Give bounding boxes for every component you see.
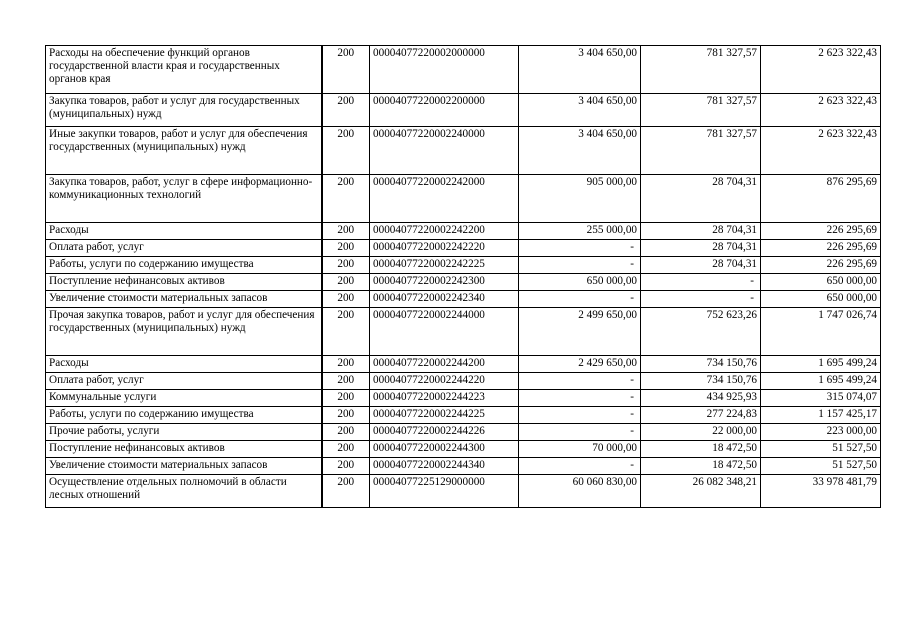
table-row bbox=[46, 441, 881, 458]
row-remaining: 1 695 499,24 bbox=[761, 373, 881, 390]
row-kbk: 00004077220002244200 bbox=[370, 356, 519, 373]
row-code: 200 bbox=[322, 257, 370, 274]
row-remaining: 226 295,69 bbox=[761, 240, 881, 257]
row-approved: 60 060 830,00 bbox=[519, 475, 641, 508]
table-row bbox=[46, 223, 881, 240]
row-approved: 2 499 650,00 bbox=[519, 308, 641, 356]
table-row bbox=[46, 424, 881, 441]
row-approved: - bbox=[519, 373, 641, 390]
table-row bbox=[46, 94, 881, 127]
row-remaining: 650 000,00 bbox=[761, 291, 881, 308]
row-executed: 22 000,00 bbox=[641, 424, 761, 441]
row-code: 200 bbox=[322, 475, 370, 508]
row-remaining: 1 157 425,17 bbox=[761, 407, 881, 424]
row-remaining: 315 074,07 bbox=[761, 390, 881, 407]
row-name: Увеличение стоимости материальных запасов bbox=[46, 291, 322, 308]
table-row bbox=[46, 240, 881, 257]
row-approved: 2 429 650,00 bbox=[519, 356, 641, 373]
row-name: Прочие работы, услуги bbox=[46, 424, 322, 441]
row-kbk: 00004077220002240000 bbox=[370, 127, 519, 175]
row-executed: 26 082 348,21 bbox=[641, 475, 761, 508]
row-code: 200 bbox=[322, 441, 370, 458]
row-executed: 781 327,57 bbox=[641, 46, 761, 94]
row-executed: 781 327,57 bbox=[641, 94, 761, 127]
row-code: 200 bbox=[322, 223, 370, 240]
row-executed: - bbox=[641, 274, 761, 291]
row-kbk: 00004077220002242000 bbox=[370, 175, 519, 223]
row-kbk: 00004077220002242225 bbox=[370, 257, 519, 274]
row-code: 200 bbox=[322, 373, 370, 390]
row-kbk: 00004077220002244000 bbox=[370, 308, 519, 356]
row-code: 200 bbox=[322, 424, 370, 441]
row-name: Иные закупки товаров, работ и услуг для обеспечения государственных (муниципальных) нужд bbox=[46, 127, 322, 175]
row-remaining: 876 295,69 bbox=[761, 175, 881, 223]
row-kbk: 00004077220002000000 bbox=[370, 46, 519, 94]
row-approved: 3 404 650,00 bbox=[519, 127, 641, 175]
row-kbk: 00004077220002244226 bbox=[370, 424, 519, 441]
row-approved: 650 000,00 bbox=[519, 274, 641, 291]
row-remaining: 226 295,69 bbox=[761, 223, 881, 240]
row-approved: - bbox=[519, 458, 641, 475]
row-remaining: 33 978 481,79 bbox=[761, 475, 881, 508]
row-name: Увеличение стоимости материальных запасов bbox=[46, 458, 322, 475]
row-executed: 781 327,57 bbox=[641, 127, 761, 175]
table-row bbox=[46, 458, 881, 475]
row-remaining: 223 000,00 bbox=[761, 424, 881, 441]
row-remaining: 2 623 322,43 bbox=[761, 127, 881, 175]
row-kbk: 00004077220002242200 bbox=[370, 223, 519, 240]
row-name: Расходы bbox=[46, 223, 322, 240]
row-code: 200 bbox=[322, 94, 370, 127]
row-name: Оплата работ, услуг bbox=[46, 373, 322, 390]
row-code: 200 bbox=[322, 308, 370, 356]
row-code: 200 bbox=[322, 291, 370, 308]
row-kbk: 00004077220002244223 bbox=[370, 390, 519, 407]
row-approved: - bbox=[519, 407, 641, 424]
row-approved: - bbox=[519, 424, 641, 441]
row-remaining: 2 623 322,43 bbox=[761, 94, 881, 127]
row-kbk: 00004077220002242220 bbox=[370, 240, 519, 257]
row-code: 200 bbox=[322, 458, 370, 475]
row-code: 200 bbox=[322, 390, 370, 407]
row-executed: 28 704,31 bbox=[641, 257, 761, 274]
row-approved: 255 000,00 bbox=[519, 223, 641, 240]
row-code: 200 bbox=[322, 127, 370, 175]
row-kbk: 00004077225129000000 bbox=[370, 475, 519, 508]
row-executed: 734 150,76 bbox=[641, 373, 761, 390]
row-approved: - bbox=[519, 291, 641, 308]
row-remaining: 226 295,69 bbox=[761, 257, 881, 274]
row-code: 200 bbox=[322, 175, 370, 223]
row-remaining: 51 527,50 bbox=[761, 458, 881, 475]
row-name: Работы, услуги по содержанию имущества bbox=[46, 407, 322, 424]
row-approved: - bbox=[519, 257, 641, 274]
table-row bbox=[46, 308, 881, 356]
table-row bbox=[46, 274, 881, 291]
row-kbk: 00004077220002244340 bbox=[370, 458, 519, 475]
row-approved: 905 000,00 bbox=[519, 175, 641, 223]
row-approved: 3 404 650,00 bbox=[519, 46, 641, 94]
table-row bbox=[46, 390, 881, 407]
row-code: 200 bbox=[322, 407, 370, 424]
row-name: Поступление нефинансовых активов bbox=[46, 274, 322, 291]
row-executed: 28 704,31 bbox=[641, 175, 761, 223]
row-kbk: 00004077220002200000 bbox=[370, 94, 519, 127]
row-kbk: 00004077220002244225 bbox=[370, 407, 519, 424]
row-remaining: 1 695 499,24 bbox=[761, 356, 881, 373]
row-executed: 18 472,50 bbox=[641, 441, 761, 458]
table-row bbox=[46, 257, 881, 274]
row-approved: 3 404 650,00 bbox=[519, 94, 641, 127]
row-kbk: 00004077220002242340 bbox=[370, 291, 519, 308]
row-code: 200 bbox=[322, 240, 370, 257]
table-row bbox=[46, 407, 881, 424]
table-row bbox=[46, 475, 881, 508]
row-executed: 434 925,93 bbox=[641, 390, 761, 407]
row-executed: 18 472,50 bbox=[641, 458, 761, 475]
table-row bbox=[46, 291, 881, 308]
row-code: 200 bbox=[322, 46, 370, 94]
row-kbk: 00004077220002244220 bbox=[370, 373, 519, 390]
row-executed: 28 704,31 bbox=[641, 223, 761, 240]
row-code: 200 bbox=[322, 274, 370, 291]
table-row bbox=[46, 127, 881, 175]
row-approved: 70 000,00 bbox=[519, 441, 641, 458]
row-remaining: 1 747 026,74 bbox=[761, 308, 881, 356]
table-row bbox=[46, 175, 881, 223]
row-name: Закупка товаров, работ и услуг для государственных (муниципальных) нужд bbox=[46, 94, 322, 127]
row-name: Оплата работ, услуг bbox=[46, 240, 322, 257]
row-name: Работы, услуги по содержанию имущества bbox=[46, 257, 322, 274]
row-code: 200 bbox=[322, 356, 370, 373]
row-remaining: 51 527,50 bbox=[761, 441, 881, 458]
row-name: Расходы bbox=[46, 356, 322, 373]
row-name: Прочая закупка товаров, работ и услуг для обеспечения государственных (муниципальных) нужд bbox=[46, 308, 322, 356]
row-executed: - bbox=[641, 291, 761, 308]
row-executed: 28 704,31 bbox=[641, 240, 761, 257]
row-remaining: 650 000,00 bbox=[761, 274, 881, 291]
row-executed: 277 224,83 bbox=[641, 407, 761, 424]
row-approved: - bbox=[519, 390, 641, 407]
budget-table bbox=[45, 45, 881, 508]
row-name: Осуществление отдельных полномочий в области лесных отношений bbox=[46, 475, 322, 508]
row-kbk: 00004077220002244300 bbox=[370, 441, 519, 458]
row-name: Расходы на обеспечение функций органов государственной власти края и государственных органов края bbox=[46, 46, 322, 94]
row-executed: 734 150,76 bbox=[641, 356, 761, 373]
row-approved: - bbox=[519, 240, 641, 257]
row-executed: 752 623,26 bbox=[641, 308, 761, 356]
row-name: Коммунальные услуги bbox=[46, 390, 322, 407]
table-row bbox=[46, 373, 881, 390]
row-kbk: 00004077220002242300 bbox=[370, 274, 519, 291]
row-name: Поступление нефинансовых активов bbox=[46, 441, 322, 458]
row-remaining: 2 623 322,43 bbox=[761, 46, 881, 94]
row-name: Закупка товаров, работ, услуг в сфере информационно-коммуникационных технологий bbox=[46, 175, 322, 223]
table-row bbox=[46, 46, 881, 94]
table-row bbox=[46, 356, 881, 373]
